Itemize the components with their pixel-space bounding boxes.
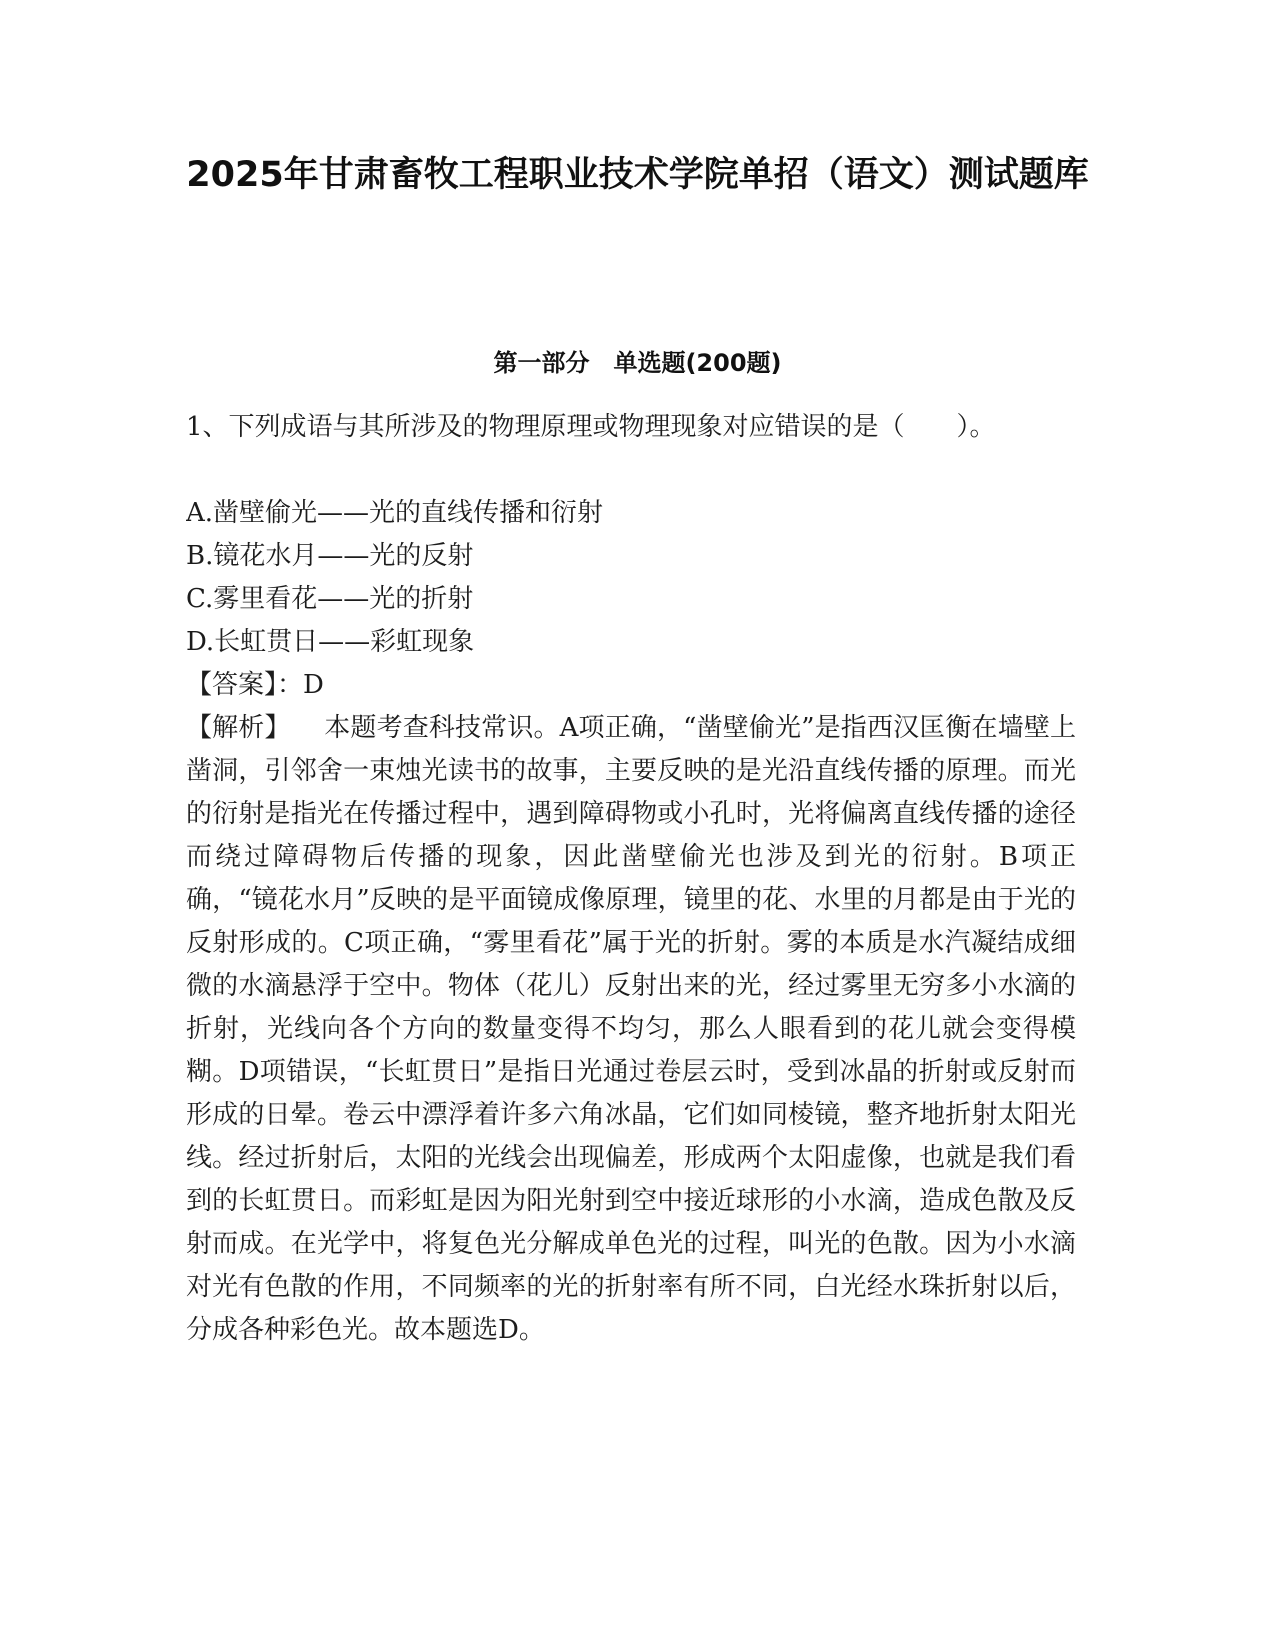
option-a: A.凿壁偷光——光的直线传播和衍射 bbox=[186, 498, 604, 528]
option-c: C.雾里看花——光的折射 bbox=[186, 584, 474, 614]
option-d: D.长虹贯日——彩虹现象 bbox=[186, 627, 475, 657]
analysis-paragraph bbox=[186, 707, 1076, 1352]
question-block bbox=[186, 406, 1076, 1352]
answer-label: 【答案】： bbox=[186, 670, 304, 700]
question-stem bbox=[186, 406, 1076, 492]
question-stem-text: 1、下列成语与其所涉及的物理原理或物理现象对应错误的是（ ）。 bbox=[186, 412, 996, 442]
analysis-label: 【解析】 bbox=[186, 713, 291, 743]
section-title: 第一部分 单选题(200题) bbox=[493, 349, 782, 377]
option-b: B.镜花水月——光的反射 bbox=[186, 541, 474, 571]
answer-line bbox=[186, 664, 1076, 707]
answer-value: D bbox=[303, 670, 324, 700]
document-title: 2025年甘肃畜牧工程职业技术学院单招（语文）测试题库 bbox=[186, 155, 1089, 195]
analysis-text: 本题考查科技常识。A项正确，“凿壁偷光”是指西汉匡衡在墙壁上凿洞，引邻舍一束烛光读书的故事，主要反映的是光沿直线传播的原理。而光的衍射是指光在传播过程中，遇到障碍物或小孔时，光将偏离直线传播的途径而绕过障碍物后传播的现象，因此凿壁偷光也涉及到光的衍射。B项正确，“镜花水月”反映的是平面镜成像原理，镜里的花、水里的月都是由于光的反射形成的。C项正确，“雾里看花”属于光的折射。雾的本质是水汽凝结成细微的水滴悬浮于空中。物体（花儿）反射出来的光，经过雾里无穷多小水滴的折射，光线向各个方向的数量变得不均匀，那么人眼看到的花儿就会变得模糊。D项错误，“长虹贯日”是指日光通过卷层云时，受到冰晶的折射或反射而形成的日晕。卷云中漂浮着许多六角冰晶，它们如同棱镜，整齐地折射太阳光线。经过折射后，太阳的光线会出现偏差，形成两个太阳虚像，也就是我们看到的长虹贯日。而彩虹是因为阳光射到空中接近球形的小水滴，造成色散及反射而成。在光学中，将复色光分解成单色光的过程，叫光的色散。因为小水滴对光有色散的作用，不同频率的光的折射率有所不同，白光经水珠折射以后，分成各种彩色光。故本题选D。 bbox=[186, 713, 1076, 1345]
